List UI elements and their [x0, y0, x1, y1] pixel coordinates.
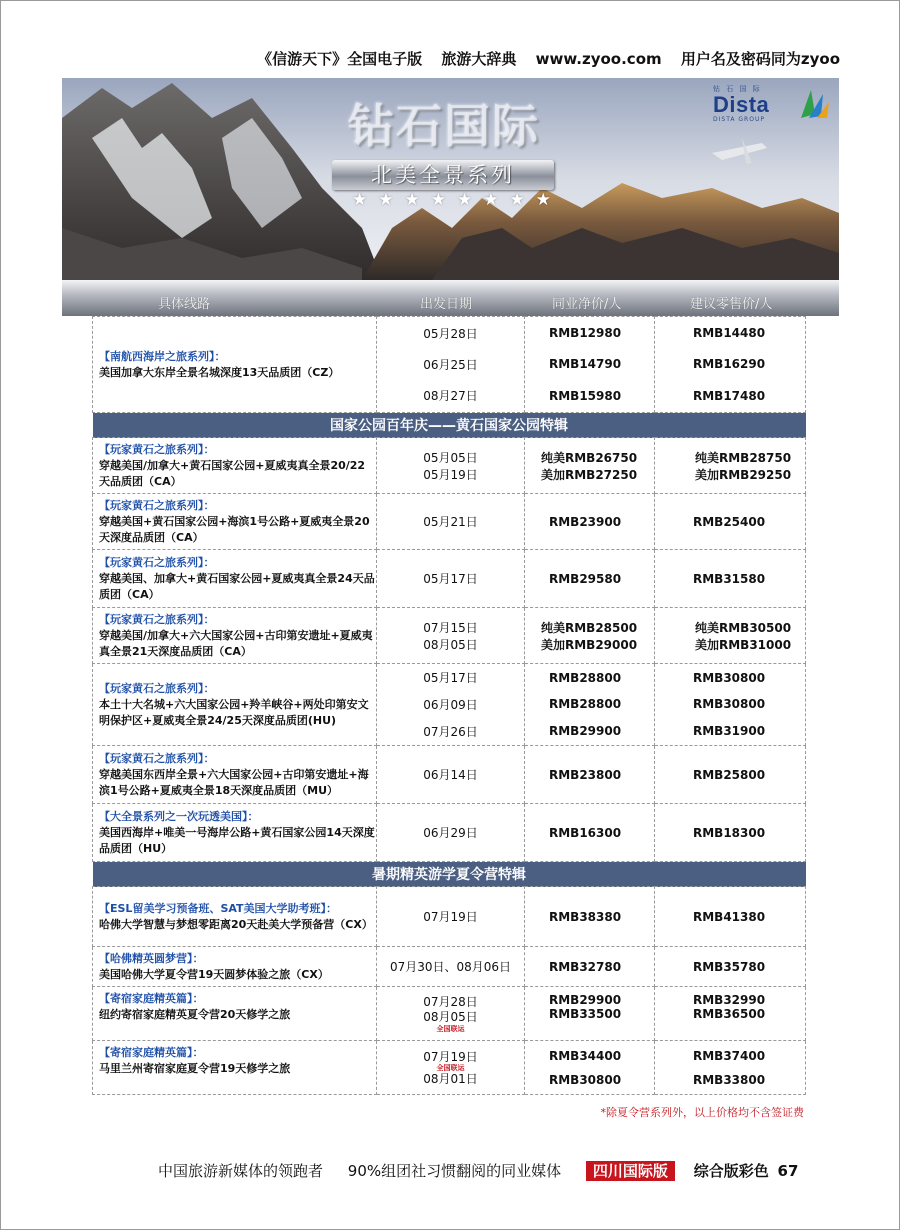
- page-number: 67: [777, 1162, 799, 1180]
- route-category: 【寄宿家庭精英篇】：: [99, 1046, 204, 1059]
- retail-price-cell: [655, 887, 806, 947]
- table-row: [93, 550, 806, 608]
- net-price: RMB23900: [549, 514, 622, 529]
- date-cell: [377, 608, 525, 664]
- route-category: 【玩家黄石之旅系列】：: [99, 498, 215, 512]
- series-title: 北美全景系列: [371, 163, 515, 187]
- route-name: 马里兰州寄宿家庭夏令营19天修学之旅: [99, 1062, 291, 1075]
- section-label: 综合版彩色: [693, 1162, 769, 1180]
- route-cell: [93, 608, 377, 664]
- retail-price: RMB16290: [693, 357, 766, 372]
- table-row: [93, 746, 806, 804]
- retail-price: 美加RMB29250: [695, 467, 792, 482]
- departure-date: 07月30日、08月06日: [389, 960, 512, 974]
- route-category: 【大全景系列之一次玩透美国】：: [99, 809, 259, 823]
- route-name: 穿越美国+黄石国家公园+海滨1号公路+夏威夷全景20天深度品质团（CA）: [99, 514, 370, 544]
- net-price-cell: [525, 746, 655, 804]
- route-cell: [93, 887, 377, 947]
- retail-price-cell: [655, 804, 806, 862]
- date-cell: [377, 887, 525, 947]
- login-hint: 用户名及密码同为zyoo: [680, 50, 840, 68]
- brand-title: 钻石国际: [348, 99, 540, 153]
- net-price: RMB34400: [549, 1048, 622, 1063]
- departure-date: 05月17日: [423, 572, 478, 586]
- route-cell: [93, 746, 377, 804]
- departure-date: 08月05日: [423, 637, 478, 652]
- top-header-line: [243, 48, 840, 69]
- retail-price-cell: [655, 494, 806, 550]
- date-cell: [377, 438, 525, 494]
- route-name: 穿越美国东西岸全景+六大国家公园+古印第安遗址+海滨1号公路+夏威夷全景18天深度品质团（MU）: [99, 767, 369, 797]
- retail-price-cell: [655, 550, 806, 608]
- dista-logo: [713, 84, 831, 128]
- departure-date: 08月27日: [423, 389, 478, 404]
- net-price: RMB12980: [549, 326, 622, 341]
- table-row: [93, 804, 806, 862]
- route-cell: [93, 438, 377, 494]
- website-url[interactable]: www.zyoo.com: [535, 50, 662, 68]
- price-table: [92, 316, 805, 1095]
- date-cell: [377, 664, 525, 746]
- table-row: [93, 438, 806, 494]
- net-price: RMB30800: [549, 1072, 622, 1087]
- retail-price: RMB25400: [693, 514, 766, 529]
- retail-price-cell: [655, 746, 806, 804]
- departure-date: 07月26日: [423, 724, 478, 739]
- section-row: [93, 413, 806, 438]
- net-price-cell: [525, 987, 655, 1041]
- route-cell: [93, 1041, 377, 1095]
- retail-price: 纯美RMB28750: [695, 450, 792, 465]
- net-price: RMB15980: [549, 388, 622, 403]
- retail-price: RMB31580: [693, 571, 766, 586]
- retail-price: RMB41380: [693, 909, 766, 924]
- departure-date: 05月17日: [423, 671, 478, 686]
- route-name: 哈佛大学智慧与梦想零距离20天赴美大学预备营（CX）: [99, 917, 373, 931]
- route-cell: [93, 947, 377, 987]
- retail-price-cell: [655, 1041, 806, 1095]
- route-name: 本土十大名城+六大国家公园+羚羊峡谷+两处印第安文明保护区+夏威夷全景24/25天深度品质团(HU): [99, 697, 369, 727]
- retail-price: RMB37400: [693, 1048, 766, 1063]
- dictionary-label: 旅游大辞典: [441, 50, 517, 68]
- departure-date: 06月14日: [423, 768, 478, 782]
- table-row: [93, 608, 806, 664]
- table-row: [93, 317, 806, 413]
- route-name: 穿越美国/加拿大+六大国家公园+古印第安遗址+夏威夷真全景21天深度品质团（CA）: [99, 628, 373, 658]
- logo-chinese: 钻 石 国 际: [713, 85, 762, 93]
- net-price-cell: [525, 608, 655, 664]
- net-price-cell: [525, 804, 655, 862]
- footer: [158, 1160, 818, 1181]
- retail-price: RMB33800: [693, 1072, 766, 1087]
- net-price-cell: [525, 438, 655, 494]
- edition-badge: 四川国际版: [586, 1161, 675, 1181]
- footer-slogan-2: 90%组团社习惯翻阅的同业媒体: [347, 1162, 562, 1180]
- mountain-banner: [62, 78, 839, 280]
- departure-date: 07月19日: [423, 910, 478, 924]
- retail-price-cell: [655, 947, 806, 987]
- retail-price-cell: [655, 438, 806, 494]
- net-price: RMB29900: [549, 993, 622, 1007]
- table-row: [93, 887, 806, 947]
- net-price: RMB32780: [549, 959, 622, 974]
- net-price-cell: [525, 1041, 655, 1095]
- net-price: RMB29900: [549, 724, 622, 739]
- departure-date: 07月19日: [423, 1049, 478, 1064]
- net-price: RMB33500: [549, 1007, 622, 1021]
- retail-price-cell: [655, 608, 806, 664]
- series-title-box: [332, 160, 554, 190]
- route-name: 美国西海岸+唯美一号海岸公路+黄石国家公园14天深度品质团（HU）: [99, 825, 375, 855]
- header-retail-price: 建议零售价/人: [690, 297, 773, 312]
- route-name: 美国哈佛大学夏令营19天圆梦体验之旅（CX）: [99, 967, 329, 981]
- net-price-cell: [525, 664, 655, 746]
- header-route: 具体线路: [158, 297, 211, 312]
- route-cell: [93, 664, 377, 746]
- date-cell: [377, 494, 525, 550]
- table-row: [93, 664, 806, 746]
- date-note: 全国联运: [436, 1063, 465, 1072]
- date-cell: [377, 987, 525, 1041]
- table-row: [93, 1041, 806, 1095]
- net-price-cell: [525, 550, 655, 608]
- net-price: RMB28800: [549, 697, 622, 712]
- retail-price: 美加RMB31000: [695, 637, 792, 652]
- departure-date: 05月28日: [423, 326, 478, 341]
- retail-price: RMB18300: [693, 825, 766, 840]
- departure-date: 08月05日: [423, 1009, 478, 1024]
- retail-price-cell: [655, 664, 806, 746]
- date-note: 全国联运: [436, 1024, 465, 1033]
- departure-date: 05月21日: [423, 515, 478, 529]
- logo-english: Dista: [713, 92, 770, 117]
- retail-price: RMB25800: [693, 767, 766, 782]
- net-price: 美加RMB27250: [541, 467, 638, 482]
- net-price: 纯美RMB28500: [541, 620, 638, 635]
- retail-price: RMB14480: [693, 326, 766, 341]
- net-price: RMB38380: [549, 909, 622, 924]
- date-cell: [377, 804, 525, 862]
- date-cell: [377, 550, 525, 608]
- publication-name: 《信游天下》全国电子版: [257, 50, 423, 68]
- section-row: [93, 862, 806, 887]
- route-cell: [93, 987, 377, 1041]
- table-header-bar: [62, 280, 839, 316]
- date-cell: [377, 947, 525, 987]
- net-price-cell: [525, 947, 655, 987]
- logo-mark-icon: [797, 84, 831, 120]
- departure-date: 07月15日: [423, 620, 478, 635]
- route-category: 【玩家黄石之旅系列】：: [99, 751, 215, 765]
- route-category: 【寄宿家庭精英篇】：: [99, 992, 204, 1005]
- net-price: RMB28800: [549, 670, 622, 685]
- header-date: 出发日期: [420, 297, 473, 312]
- section-title: 暑期精英游学夏令营特辑: [93, 862, 806, 887]
- net-price: RMB16300: [549, 825, 622, 840]
- retail-price: RMB36500: [693, 1007, 766, 1021]
- date-cell: [377, 746, 525, 804]
- route-cell: [93, 804, 377, 862]
- route-cell: [93, 317, 377, 413]
- departure-date: 05月05日: [423, 450, 478, 465]
- route-category: 【玩家黄石之旅系列】：: [99, 555, 215, 569]
- net-price: RMB29580: [549, 571, 622, 586]
- route-category: 【玩家黄石之旅系列】：: [99, 612, 215, 626]
- net-price: 纯美RMB26750: [541, 450, 638, 465]
- logo-subtitle: DISTA GROUP: [713, 116, 765, 123]
- table-row: [93, 987, 806, 1041]
- net-price: RMB14790: [549, 357, 622, 372]
- departure-date: 06月09日: [423, 697, 478, 712]
- route-name: 穿越美国、加拿大+黄石国家公园+夏威夷真全景24天品质团（CA）: [99, 571, 375, 601]
- stars-rating: ★★★★★★★★: [352, 190, 562, 210]
- date-cell: [377, 1041, 525, 1095]
- date-cell: [377, 317, 525, 413]
- table-row: [93, 494, 806, 550]
- header-net-price: 同业净价/人: [552, 297, 622, 312]
- net-price-cell: [525, 494, 655, 550]
- route-name: 纽约寄宿家庭精英夏令营20天修学之旅: [99, 1008, 291, 1021]
- route-category: 【哈佛精英圆梦营】：: [99, 951, 204, 965]
- visa-note: *除夏令营系列外，以上价格均不含签证费: [600, 1106, 804, 1119]
- route-cell: [93, 494, 377, 550]
- net-price-cell: [525, 887, 655, 947]
- route-cell: [93, 550, 377, 608]
- departure-date: 08月01日: [423, 1071, 478, 1086]
- table-row: [93, 947, 806, 987]
- retail-price: RMB17480: [693, 388, 766, 403]
- retail-price: RMB30800: [693, 697, 766, 712]
- net-price-cell: [525, 317, 655, 413]
- route-category: 【ESL留美学习预备班、SAT美国大学助考班】：: [99, 901, 338, 915]
- net-price: RMB23800: [549, 767, 622, 782]
- section-title: 国家公园百年庆——黄石国家公园特辑: [93, 413, 806, 438]
- route-name: 美国加拿大东岸全景名城深度13天品质团（CZ）: [99, 365, 340, 379]
- departure-date: 07月28日: [423, 994, 478, 1009]
- departure-date: 06月29日: [423, 826, 478, 840]
- footer-slogan-1: 中国旅游新媒体的领跑者: [158, 1162, 324, 1180]
- retail-price: RMB31900: [693, 724, 766, 739]
- departure-date: 06月25日: [423, 357, 478, 372]
- route-category: 【玩家黄石之旅系列】：: [99, 442, 215, 456]
- retail-price: 纯美RMB30500: [695, 620, 792, 635]
- route-category: 【南航西海岸之旅系列】：: [99, 349, 226, 363]
- retail-price-cell: [655, 317, 806, 413]
- net-price: 美加RMB29000: [541, 637, 638, 652]
- departure-date: 05月19日: [423, 467, 478, 482]
- route-name: 穿越美国/加拿大+黄石国家公园+夏威夷真全景20/22天品质团（CA）: [99, 458, 366, 488]
- retail-price: RMB35780: [693, 959, 766, 974]
- retail-price-cell: [655, 987, 806, 1041]
- retail-price: RMB32990: [693, 993, 766, 1007]
- retail-price: RMB30800: [693, 670, 766, 685]
- route-category: 【玩家黄石之旅系列】：: [99, 681, 215, 695]
